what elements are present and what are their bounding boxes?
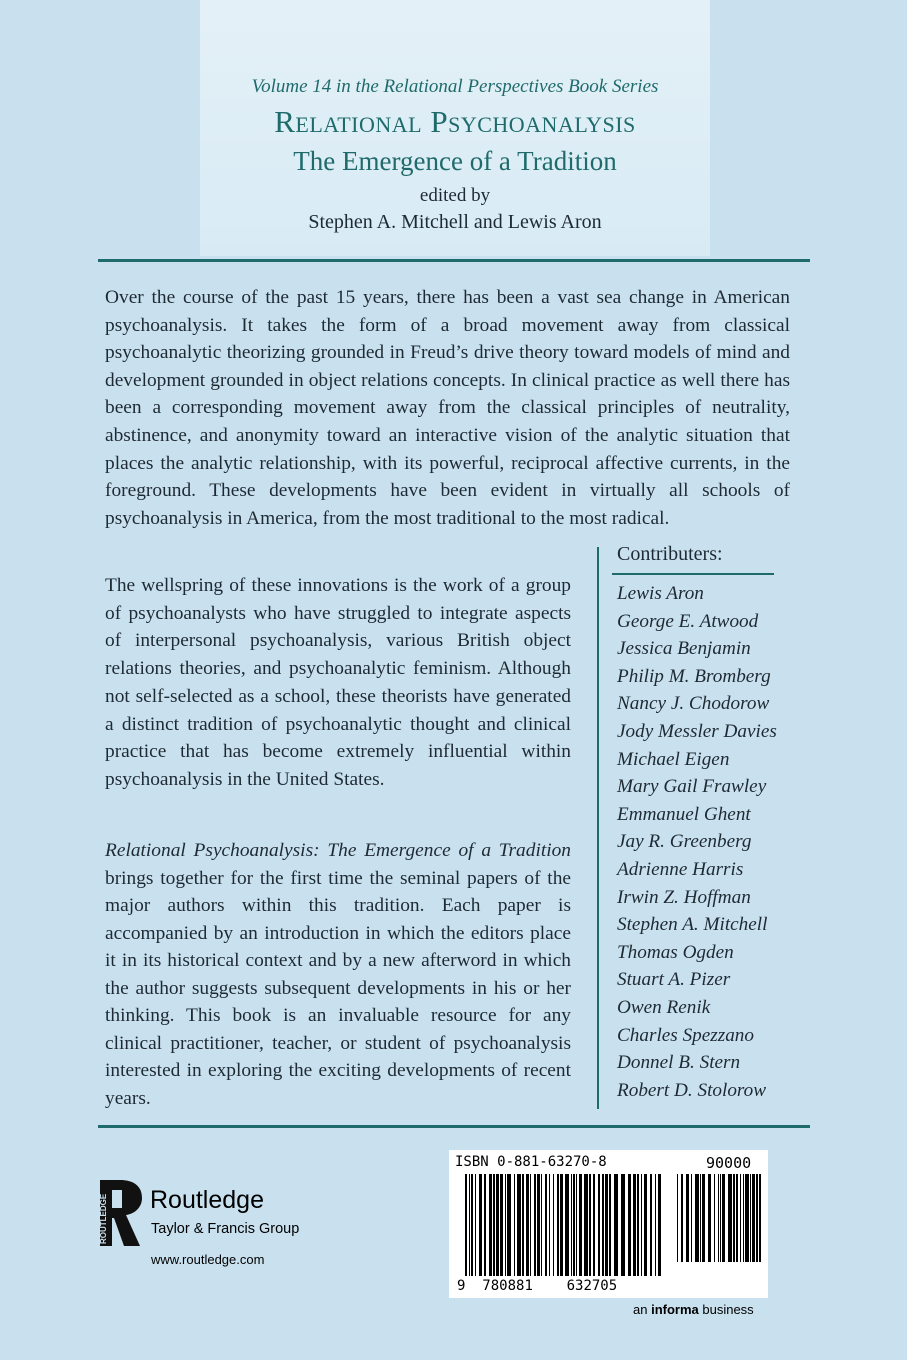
- barcode-bar: [507, 1174, 511, 1276]
- contributor-name: Philip M. Bromberg: [617, 665, 771, 687]
- barcode-bar: [489, 1174, 492, 1276]
- contributors-heading-rule: [612, 573, 774, 575]
- barcode-bar: [557, 1174, 559, 1276]
- barcode-bar: [522, 1174, 524, 1276]
- barcode-icon: [449, 1150, 768, 1298]
- description-paragraph-3: [105, 837, 571, 1112]
- barcode-bar: [702, 1174, 705, 1262]
- contributor-name: Charles Spezzano: [617, 1024, 754, 1046]
- barcode-bar: [722, 1174, 725, 1262]
- barcode-bar: [700, 1174, 701, 1262]
- contributor-name: Nancy J. Chodorow: [617, 693, 770, 715]
- barcode-bar: [465, 1174, 467, 1276]
- logo-wordmark: ROUTLEDGE: [99, 1193, 108, 1244]
- publisher-name: Routledge: [150, 1186, 264, 1214]
- book-title-italic: Relational Psychoanalysis: The Emergence of a Tradition: [105, 840, 571, 861]
- barcode-bar: [621, 1174, 625, 1276]
- barcode-bar: [686, 1174, 689, 1262]
- ean-right: 632705: [566, 1278, 618, 1294]
- barcode-bar: [602, 1174, 604, 1276]
- barcode-panel: [449, 1150, 768, 1298]
- barcode-bar: [576, 1174, 577, 1276]
- contributor-name: Owen Renik: [617, 996, 711, 1018]
- book-title: Relational Psychoanalysis: [274, 104, 636, 139]
- barcode-bar: [759, 1174, 761, 1262]
- ean-prefix: 9: [457, 1278, 466, 1294]
- barcode-bar: [681, 1174, 683, 1262]
- series-line: Volume 14 in the Relational Perspectives Book Series: [251, 76, 659, 97]
- barcode-bar: [573, 1174, 575, 1276]
- contributor-name: Jody Messler Davies: [617, 720, 777, 742]
- editors-names: Stephen A. Mitchell and Lewis Aron: [308, 211, 602, 233]
- barcode-bar: [644, 1174, 647, 1276]
- barcode-bar: [658, 1174, 661, 1276]
- contributor-name: Stuart A. Pizer: [617, 969, 731, 991]
- barcode-bar: [743, 1174, 744, 1262]
- barcode-bar: [695, 1174, 699, 1262]
- price-code: 90000: [706, 1154, 752, 1172]
- barcode-bar: [593, 1174, 595, 1276]
- contributor-name: Stephen A. Mitchell: [617, 914, 768, 936]
- barcode-bar: [560, 1174, 563, 1276]
- barcode-bar: [708, 1174, 711, 1262]
- barcode-bar: [733, 1174, 735, 1262]
- barcode-bar: [545, 1174, 547, 1276]
- barcode-bar: [641, 1174, 642, 1276]
- barcode-bar: [579, 1174, 582, 1276]
- barcode-bar: [553, 1174, 554, 1276]
- barcode-bar: [479, 1174, 482, 1276]
- contributor-name: Thomas Ogden: [617, 941, 734, 963]
- barcode-bar: [750, 1174, 751, 1262]
- isbn-number: ISBN 0-881-63270-8: [455, 1154, 607, 1170]
- edited-by-label: edited by: [419, 185, 491, 206]
- barcode-bar: [677, 1174, 678, 1262]
- publisher-group: Taylor & Francis Group: [151, 1221, 300, 1237]
- barcode-bar: [720, 1174, 721, 1262]
- barcode-bar: [500, 1174, 503, 1276]
- barcode-bar: [598, 1174, 600, 1276]
- barcode-bar: [637, 1174, 639, 1276]
- barcode-bar: [714, 1174, 715, 1262]
- barcode-bar: [655, 1174, 656, 1276]
- informa-prefix: an: [633, 1302, 652, 1317]
- book-subtitle: The Emergence of a Tradition: [293, 146, 617, 176]
- barcode-bar: [589, 1174, 591, 1276]
- barcode-bar: [549, 1174, 550, 1276]
- contributor-name: George E. Atwood: [617, 610, 759, 632]
- contributor-name: Robert D. Stolorow: [617, 1079, 767, 1101]
- barcode-bar: [571, 1174, 572, 1276]
- informa-tagline: [633, 1302, 754, 1317]
- contributor-name: Donnel B. Stern: [617, 1052, 741, 1074]
- barcode-bar: [517, 1174, 521, 1276]
- contributor-name: Emmanuel Ghent: [617, 803, 751, 825]
- top-divider: [98, 259, 810, 262]
- barcode-bar: [740, 1174, 741, 1262]
- contributor-name: Irwin Z. Hoffman: [617, 886, 751, 908]
- barcode-bar: [530, 1174, 531, 1276]
- barcode-bar: [484, 1174, 486, 1276]
- description-paragraph-2: The wellspring of these innovations is the work of a group of psychoanalysts who have struggled to integrate aspects of interpersonal psychoanalysis, various British object relations theories, and psychoanalytic feminism. Although not self-selected as a school, these theorists have generated a distinct tradition of psychoanalytic thought and clinical practice that has become extremely influential within psychoanalysis in the United States.: [105, 575, 571, 790]
- contributor-name: Jessica Benjamin: [617, 638, 751, 660]
- informa-suffix: business: [698, 1302, 754, 1317]
- barcode-bar: [736, 1174, 738, 1262]
- contributor-name: Adrienne Harris: [617, 858, 744, 880]
- contributors-heading: Contributers:: [617, 543, 723, 565]
- barcode-bar: [605, 1174, 608, 1276]
- barcode-bar: [584, 1174, 588, 1276]
- contributor-name: Mary Gail Frawley: [617, 776, 767, 798]
- informa-word: informa: [651, 1302, 699, 1317]
- description-paragraph-1: Over the course of the past 15 years, there has been a vast sea change in American psychoanalysis. It takes the form of a broad movement away from classical psychoanalytic theorizing grounded in Freud’s drive theory toward models of mind and development grounded in object relations concepts. In clinical practice as well there has been a corresponding movement away from the classical principles of neutrality, abstinence, and anonymity toward an interactive vision of the analytic situation that places the analytic relationship, with its powerful, reciprocal affective currents, in the foreground. These developments have been evident in virtually all schools of psychoanalysis in America, from the most traditional to the most radical.: [105, 287, 790, 529]
- contributors-divider: [597, 547, 599, 1109]
- contributor-name: Jay R. Greenberg: [617, 831, 752, 853]
- barcode-bar: [505, 1174, 506, 1276]
- barcode-bar: [609, 1174, 611, 1276]
- barcode-bar: [691, 1174, 692, 1262]
- barcode-bar: [633, 1174, 636, 1276]
- barcode-bar: [469, 1174, 470, 1276]
- ean-left: 780881: [482, 1278, 533, 1294]
- barcode-bar: [752, 1174, 755, 1262]
- barcode-bar: [534, 1174, 536, 1276]
- barcode-bar: [496, 1174, 499, 1276]
- barcode-bar: [628, 1174, 631, 1276]
- barcode-bar: [756, 1174, 758, 1262]
- barcode-bar: [614, 1174, 618, 1276]
- routledge-logo-icon: [96, 1178, 146, 1248]
- barcode-bar: [526, 1174, 529, 1276]
- barcode-bar: [728, 1174, 732, 1262]
- bottom-divider: [98, 1125, 810, 1128]
- barcode-bar: [514, 1174, 515, 1276]
- barcode-bar: [493, 1174, 495, 1276]
- barcode-bar: [565, 1174, 569, 1276]
- contributor-name: Lewis Aron: [617, 583, 704, 604]
- barcode-bar: [475, 1174, 476, 1276]
- contributors-list: [617, 580, 777, 1104]
- paragraph-3-text: brings together for the first time the seminal papers of the major authors within this tradition. Each paper is accompanied by an introduction in which the editors place it in its historical context and by a new afterword in which the author suggests subsequent developments in his or her thinking. This book is an invaluable resource for any clinical practitioner, teacher, or student of psychoanalysis interested in exploring the exciting developments of recent years.: [105, 867, 571, 1109]
- barcode-bar: [471, 1174, 473, 1276]
- ean-digits: [457, 1278, 617, 1294]
- contributor-name: Michael Eigen: [617, 748, 730, 770]
- barcode-bar: [745, 1174, 749, 1262]
- barcode-bar: [537, 1174, 540, 1276]
- publisher-url: www.routledge.com: [151, 1252, 265, 1267]
- barcode-bar: [541, 1174, 542, 1276]
- barcode-bar: [718, 1174, 719, 1262]
- barcode-bar: [650, 1174, 652, 1276]
